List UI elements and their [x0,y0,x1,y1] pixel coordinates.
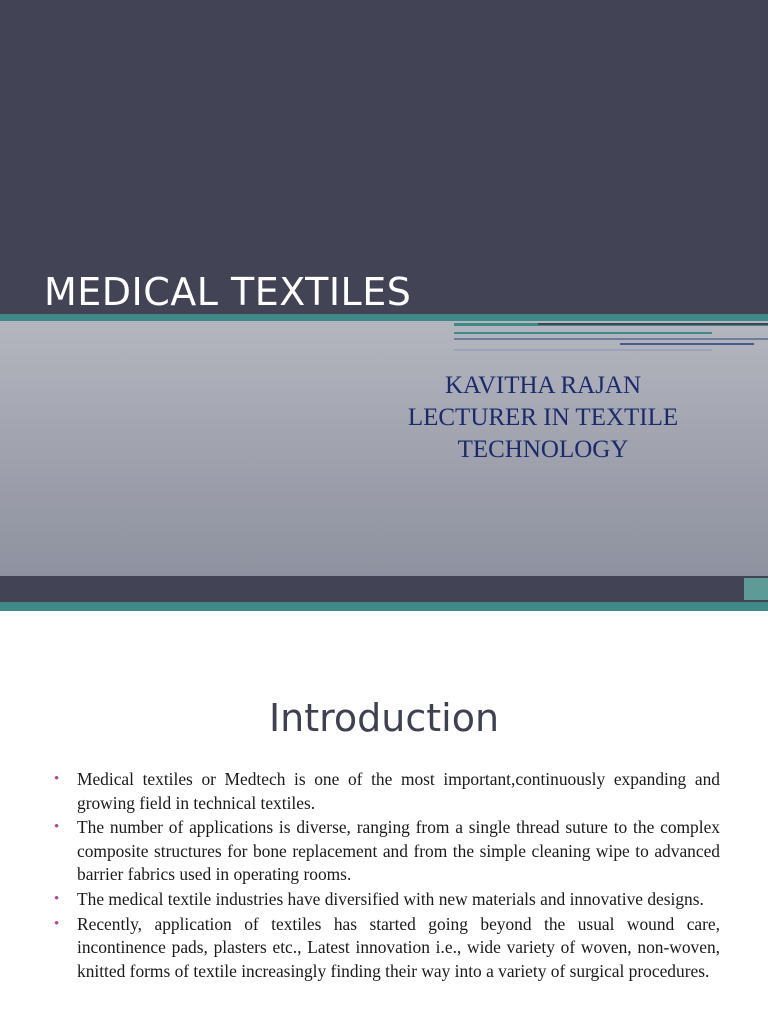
bullet-dot-icon: • [54,915,60,932]
decor-stripe [454,332,712,334]
bullet-item [52,816,720,887]
dark-lower-band [0,576,768,602]
bullet-text: The medical textile industries have diversified with new materials and innovative designs. [77,888,704,909]
decor-stripe [538,323,768,325]
bullet-item [52,768,720,815]
presenter-role-line1: LECTURER IN TEXTILE [407,404,679,431]
bullet-text: Recently, application of textiles has started going beyond the usual wound care, incontinence pads, plasters etc., Latest innovation i.e., wide variety of woven, non-woven, knitted forms of textile increasingly finding their way into a variety of surgical procedures. [77,913,720,981]
bullet-dot-icon: • [54,890,60,907]
decor-stripe [454,349,712,351]
presenter-role-line2: TECHNOLOGY [457,436,629,463]
bullet-item [52,913,720,984]
decor-stripe [744,578,768,600]
presenter-name: KAVITHA RAJAN [444,372,642,399]
bullet-item [52,888,720,912]
slide-title: MEDICAL TEXTILES [44,270,412,314]
slide-heading: Introduction [268,696,500,740]
teal-accent-band-top [0,314,768,321]
bullet-text: Medical textiles or Medtech is one of the most important,continuously expanding and growing field in technical textiles. [77,769,720,813]
bullet-list [52,768,720,984]
introduction-slide [0,612,768,1024]
bullet-dot-icon: • [54,771,60,787]
bullet-dot-icon: • [54,819,60,836]
decor-stripe [620,343,754,345]
decor-stripe [454,338,768,340]
teal-accent-band-bottom [0,602,768,611]
presenter-info [392,370,694,466]
bullet-text: The number of applications is diverse, ranging from a single thread suture to the complex composite structures for bone replacement and from the simple cleaning wipe to advanced barrier fabrics used in operating rooms. [77,817,720,885]
